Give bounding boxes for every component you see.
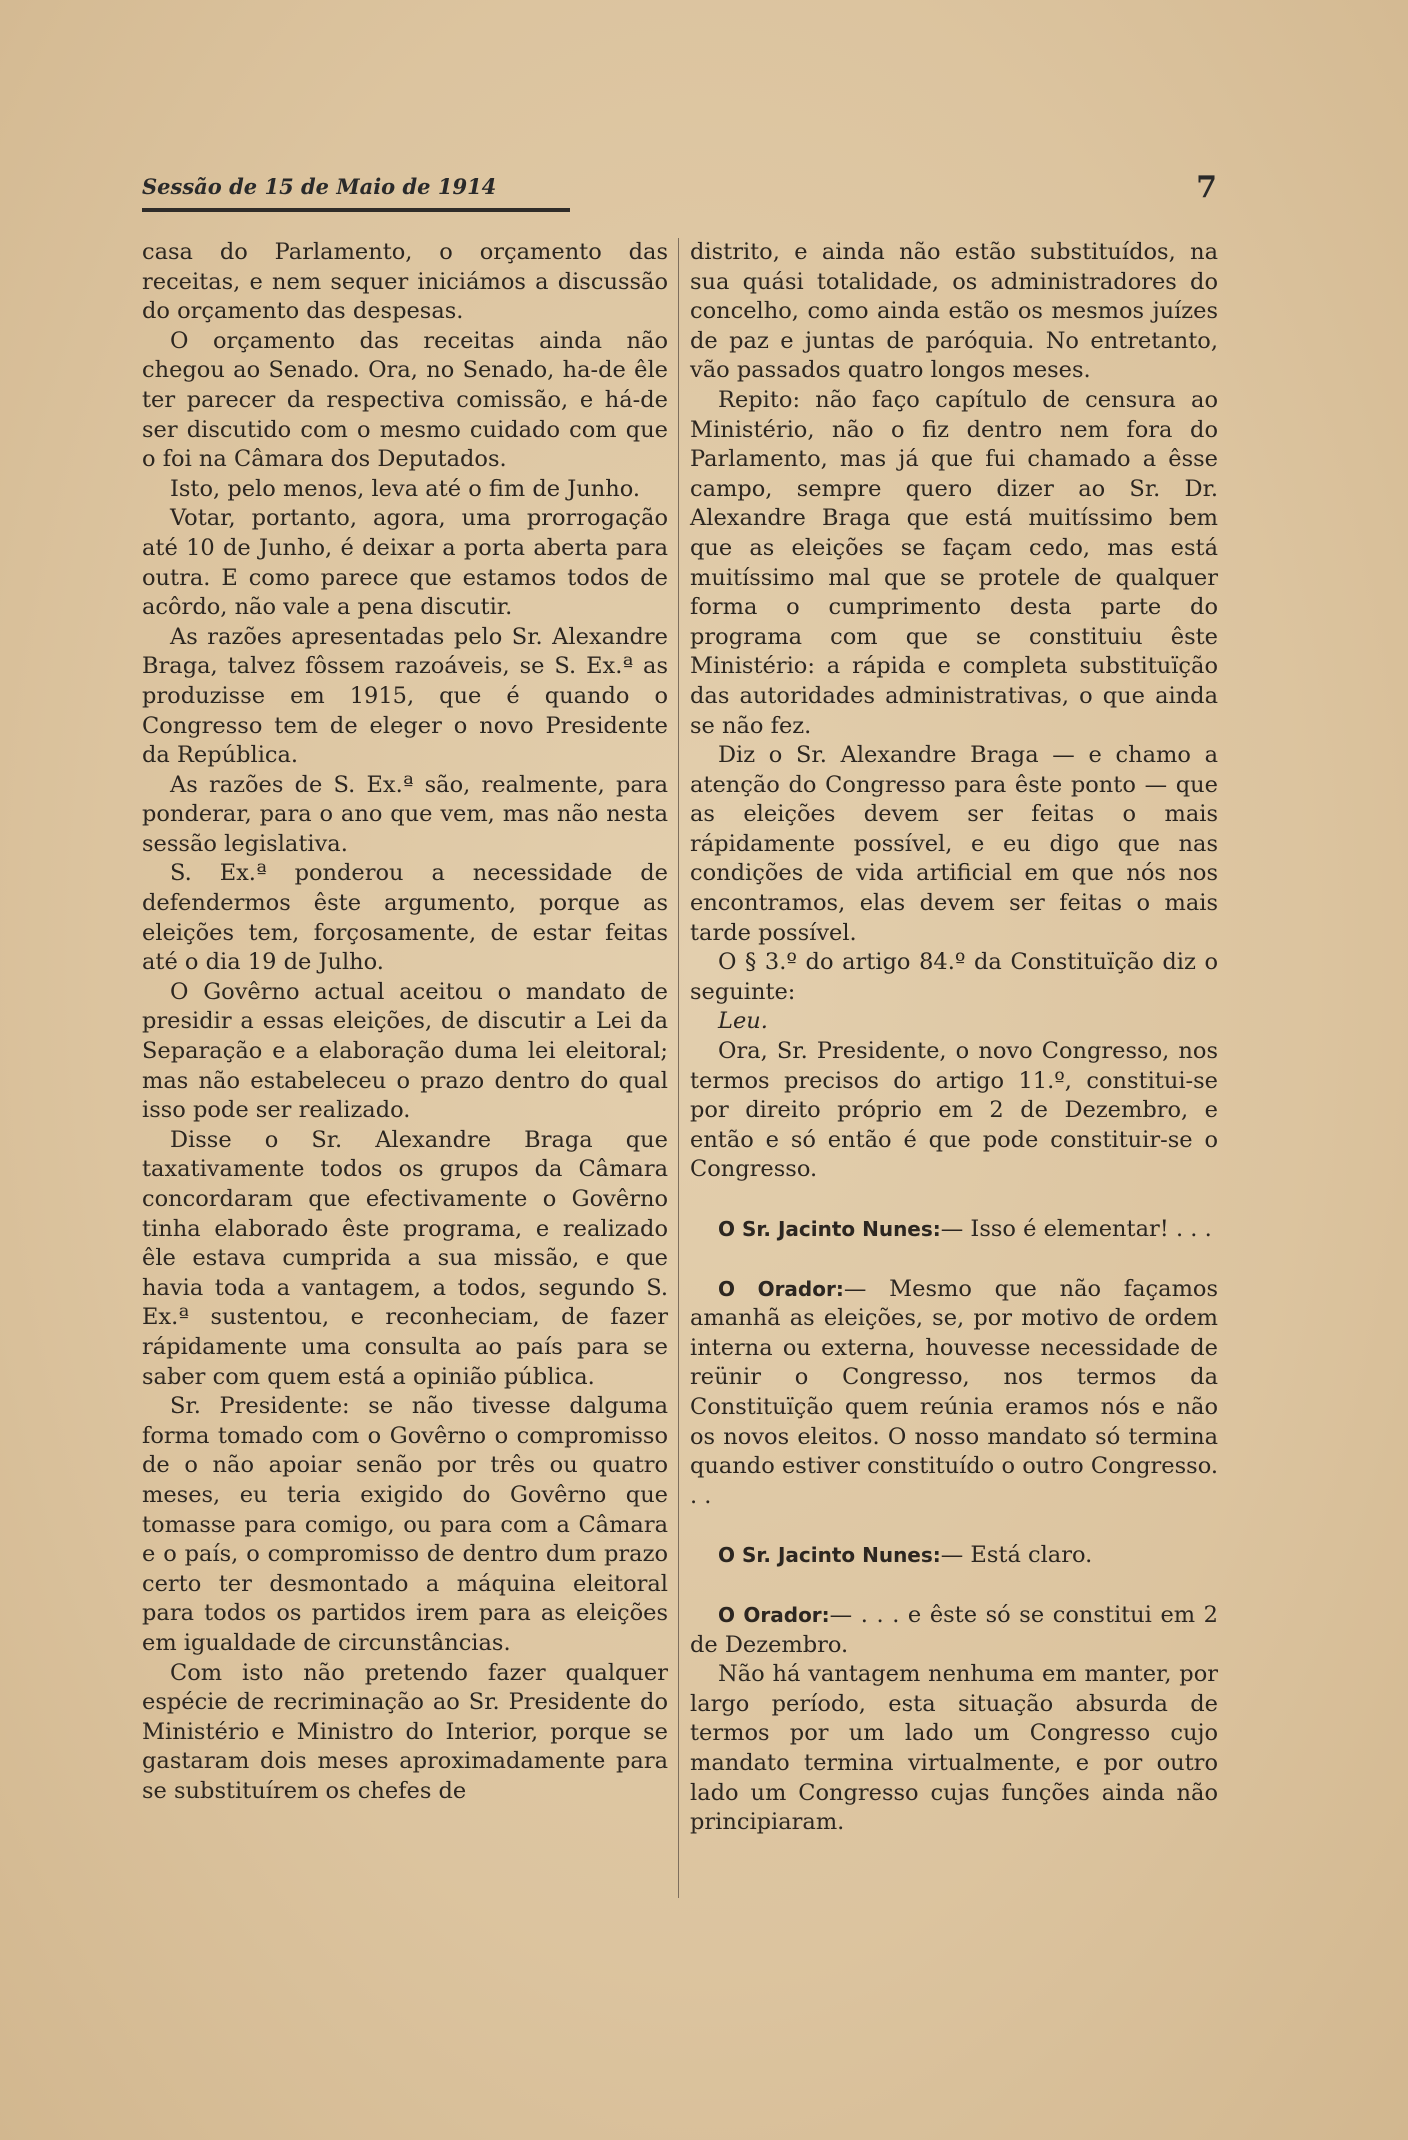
speaker-name: O Sr. Jacinto Nunes: bbox=[718, 1217, 941, 1241]
paragraph: Diz o Sr. Alexandre Braga — e chamo a atenção do Congresso para êste ponto — que as eleições devem ser feitas o mais rápidamente possível, e eu digo que nas condições de vida artificial em que nós nos encontramos, elas devem ser feitas o mais tarde possível. bbox=[690, 742, 1218, 946]
speech-text: — Mesmo que não façamos amanhã as eleições, se, por motivo de ordem interna ou externa, houvesse necessidade de reünir o Congresso, nos termos da Constituïção quem reúnia eramos nós e não os novos eleitos. O nosso mandato só termina quando estiver constituído o outro Congresso. . . bbox=[690, 1275, 1218, 1509]
column-divider bbox=[678, 238, 679, 1898]
session-title: Sessão de 15 de Maio de 1914 bbox=[142, 174, 497, 199]
lei-note: Leu. bbox=[718, 1008, 768, 1035]
paragraph: As razões apresentadas pelo Sr. Alexandre Braga, talvez fôssem razoáveis, se S. Ex.ª as produzisse em 1915, que é quando o Congresso tem de eleger o novo Presidente da República. bbox=[142, 623, 668, 769]
speech-text: — Isso é elementar! . . . bbox=[940, 1216, 1212, 1242]
paragraph: O orçamento das receitas ainda não chegou ao Senado. Ora, no Senado, ha-de êle ter parecer da respectiva comissão, e há-de ser discutido com o mesmo cuidado com que o foi na Câmara dos Deputados. bbox=[142, 327, 668, 473]
paragraph: As razões de S. Ex.ª são, realmente, para ponderar, para o ano que vem, mas não nesta sessão legislativa. bbox=[142, 771, 668, 857]
paragraph: O § 3.º do artigo 84.º da Constituïção diz o seguinte: bbox=[690, 949, 1218, 1005]
speech-jacinto-nunes-1 bbox=[690, 1215, 1218, 1245]
paragraph: Com isto não pretendo fazer qualquer espécie de recriminação ao Sr. Presidente do Ministério e Ministro do Interior, porque se gastaram dois meses aproximadamente para se substituírem os chefes de bbox=[142, 1659, 668, 1804]
header-rule bbox=[142, 208, 570, 212]
speech-text: — Está claro. bbox=[940, 1542, 1093, 1569]
paragraph: Ora, Sr. Presidente, o novo Congresso, nos termos precisos do artigo 11.º, constitui-se por direito próprio em 2 de Dezembro, e então e só então é que pode constituir-se o Congresso. bbox=[690, 1038, 1218, 1183]
speaker-name: O Orador: bbox=[718, 1602, 830, 1627]
speaker-name: O Orador: bbox=[718, 1276, 844, 1301]
speech-jacinto-nunes-2 bbox=[690, 1541, 1218, 1571]
paragraph: casa do Parlamento, o orçamento das receitas, e nem sequer iniciámos a discussão do orçamento das despesas. bbox=[142, 239, 668, 325]
paragraph: Isto, pelo menos, leva até o fim de Junho. bbox=[170, 475, 641, 502]
paragraph: distrito, e ainda não estão substituídos, na sua quási totalidade, os administradores do concelho, como ainda estão os mesmos juízes de paz e juntas de paróquia. No entretanto, vão passados quatro longos meses. bbox=[690, 239, 1218, 384]
paragraph: S. Ex.ª ponderou a necessidade de defendermos êste argumento, porque as eleições tem, forçosamente, de estar feitas até o dia 19 de Julho. bbox=[142, 860, 668, 976]
stage-direction bbox=[690, 1007, 1218, 1037]
paragraph: O Govêrno actual aceitou o mandato de presidir a essas eleições, de discutir a Lei da Separação e a elaboração duma lei eleitoral; mas não estabeleceu o prazo dentro do qual isso pode ser realizado. bbox=[142, 978, 668, 1124]
paragraph: Disse o Sr. Alexandre Braga que taxativamente todos os grupos da Câmara concordaram que efectivamente o Govêrno tinha elaborado êste programa, e realizado êle estava cumprida a sua missão, e que havia toda a vantagem, a todos, segundo S. Ex.ª sustentou, e reconheciam, de fazer rápidamente uma consulta ao país para se saber com quem está a opinião pública. bbox=[142, 1126, 668, 1390]
paragraph: Sr. Presidente: se não tivesse dalguma forma tomado com o Govêrno o compromisso de o não apoiar senão por três ou quatro meses, eu teria exigido do Govêrno que tomasse para comigo, ou para com a Câmara e o país, o compromisso de dentro dum prazo certo ter desmontado a máquina eleitoral para todos os partidos irem para as eleições em igualdade de circunstâncias. bbox=[142, 1393, 668, 1656]
speech-orador-1 bbox=[690, 1275, 1218, 1512]
speech-text: — . . . e êste só se constitui em 2 de Dezembro. bbox=[690, 1601, 1218, 1658]
right-column bbox=[690, 238, 1218, 1838]
speech-orador-2 bbox=[690, 1601, 1218, 1660]
paragraph: Repito: não faço capítulo de censura ao Ministério, não o fiz dentro nem fora do Parlamento, mas já que fui chamado a êsse campo, sempre quero dizer ao Sr. Dr. Alexandre Braga que está muitíssimo bem que as eleições se façam cedo, mas está muitíssimo mal que se protele de qualquer forma o cumprimento desta parte do programa com que se constituiu êste Ministério: a rápida e completa substituïção das autoridades administrativas, o que ainda se não fez. bbox=[690, 386, 1218, 739]
page-number: 7 bbox=[1196, 170, 1217, 205]
page-header bbox=[142, 170, 1217, 210]
left-column bbox=[142, 238, 668, 1806]
speaker-name: O Sr. Jacinto Nunes: bbox=[718, 1543, 941, 1568]
paragraph: Votar, portanto, agora, uma prorrogação até 10 de Junho, é deixar a porta aberta para outra. E como parece que estamos todos de acôrdo, não vale a pena discutir. bbox=[142, 505, 668, 621]
paragraph: Não há vantagem nenhuma em manter, por largo período, esta situação absurda de termos por um lado um Congresso cujo mandato termina virtualmente, e por outro lado um Congresso cujas funções ainda não principiaram. bbox=[690, 1661, 1218, 1836]
